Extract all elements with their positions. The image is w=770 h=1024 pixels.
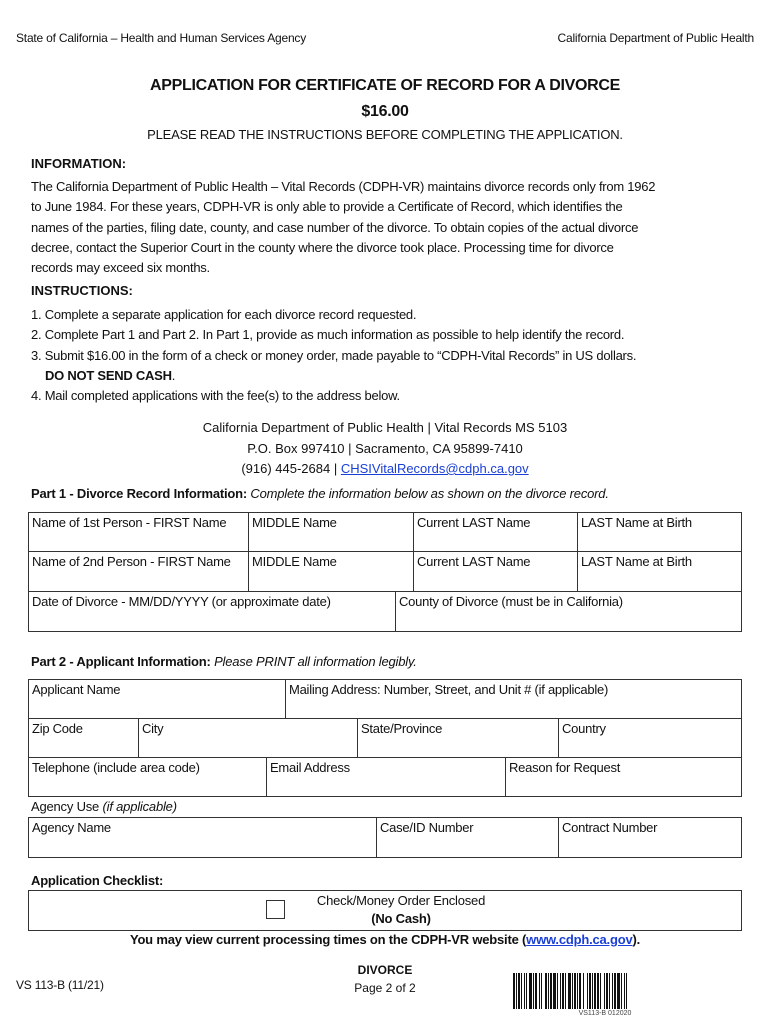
fee-amount: $16.00 — [361, 103, 409, 120]
information-line: decree, contact the Superior Court in the county where the divorce took place. Processing time for divorce — [31, 239, 614, 255]
field-label: Current LAST Name — [417, 515, 531, 530]
agency-header: State of California – Health and Human Services Agency — [16, 31, 307, 45]
contract-number-field[interactable] — [559, 818, 741, 857]
date-of-divorce-field[interactable] — [29, 592, 396, 631]
instructions-list — [31, 305, 743, 406]
case-id-number-field[interactable] — [377, 818, 559, 857]
state-province-field[interactable] — [358, 719, 559, 758]
part2-subtitle: Please PRINT all information legibly. — [210, 654, 417, 669]
field-label: MIDDLE Name — [252, 554, 337, 569]
field-label: Zip Code — [32, 721, 83, 736]
mailing-address-field[interactable] — [286, 680, 741, 719]
applicant-name-field[interactable] — [29, 680, 286, 719]
agency-use-label: Agency Use — [31, 799, 103, 814]
field-label: Applicant Name — [32, 682, 121, 697]
field-label: LAST Name at Birth — [581, 515, 692, 530]
part1-subtitle: Complete the information below as shown on the divorce record. — [247, 486, 609, 501]
information-line: names of the parties, filing date, county, and case number of the divorce. To obtain copies of the actual divorce — [31, 219, 639, 235]
check-money-order-checkbox[interactable] — [266, 900, 285, 919]
part1-table — [28, 512, 742, 632]
field-label: Email Address — [270, 760, 350, 775]
instruction-item: 1. Complete a separate application for each divorce record requested. — [31, 307, 417, 322]
information-line: The California Department of Public Health – Vital Records (CDPH-VR) maintains divorce records only from 1962 — [31, 179, 656, 194]
checklist-item-line1: Check/Money Order Enclosed — [316, 893, 486, 908]
field-label: Contract Number — [562, 820, 658, 835]
information-line: records may exceed six months. — [31, 260, 210, 276]
cash-warning: DO NOT SEND CASH — [45, 367, 172, 383]
barcode — [513, 973, 697, 1017]
instruction-item: 3. Submit $16.00 in the form of a check or money order, made payable to “CDPH-Vital Records” in US dollars. — [31, 347, 637, 363]
agency-use-heading — [31, 799, 177, 814]
field-label: City — [142, 721, 164, 736]
instructions-heading: INSTRUCTIONS: — [31, 283, 133, 298]
agency-table — [28, 817, 742, 858]
record-type: DIVORCE — [357, 963, 413, 977]
instruction-item: 2. Complete Part 1 and Part 2. In Part 1, provide as much information as possible to help identify the record. — [31, 327, 625, 343]
checklist-item-line2: (No Cash) — [371, 911, 431, 926]
first-person-middle-name-field[interactable] — [249, 513, 414, 552]
field-label: Name of 1st Person - FIRST Name — [32, 515, 227, 530]
second-person-birth-last-name-field[interactable] — [578, 552, 741, 592]
field-label: State/Province — [361, 721, 443, 736]
country-field[interactable] — [559, 719, 741, 758]
processing-text: You may view current processing times on the CDPH-VR website ( — [129, 932, 527, 947]
reason-for-request-field[interactable] — [506, 758, 741, 796]
checklist-heading: Application Checklist: — [31, 873, 164, 888]
field-label: LAST Name at Birth — [581, 554, 692, 569]
part2-heading: Part 2 - Applicant Information: — [31, 654, 211, 669]
barcode-bars — [513, 973, 697, 1009]
part1-heading: Part 1 - Divorce Record Information: — [31, 486, 248, 501]
address-line-2: P.O. Box 997410 | Sacramento, CA 95899-7410 — [247, 440, 523, 456]
processing-times-note — [0, 932, 770, 947]
email-link[interactable]: CHSIVitalRecords@cdph.ca.gov — [340, 461, 529, 476]
telephone-field[interactable] — [29, 758, 267, 796]
barcode-text: VS113-B 012020 — [578, 1010, 632, 1017]
address-line-1: California Department of Public Health | Vital Records MS 5103 — [202, 420, 568, 435]
barcode-bar — [627, 973, 629, 1009]
field-label: Date of Divorce - MM/DD/YYYY (or approximate date) — [32, 594, 331, 609]
part2-table — [28, 679, 742, 797]
county-of-divorce-field[interactable] — [396, 592, 741, 631]
instructions-notice: PLEASE READ THE INSTRUCTIONS BEFORE COMPLETING THE APPLICATION. — [147, 127, 623, 142]
first-person-first-name-field[interactable] — [29, 513, 249, 552]
form-id: VS 113-B (11/21) — [16, 978, 104, 992]
field-label: MIDDLE Name — [252, 515, 337, 530]
first-person-birth-last-name-field[interactable] — [578, 513, 741, 552]
cash-warning-period: . — [171, 367, 176, 383]
checklist-item-label — [291, 892, 511, 928]
department-header: California Department of Public Health — [557, 31, 754, 45]
agency-use-qualifier: (if applicable) — [102, 799, 177, 814]
field-label: Telephone (include area code) — [32, 760, 200, 775]
mailing-address — [0, 418, 770, 480]
information-line: to June 1984. For these years, CDPH-VR is only able to provide a Certificate of Record, which identifies the — [31, 199, 623, 215]
phone-number: (916) 445-2684 | — [241, 461, 341, 476]
field-label: Name of 2nd Person - FIRST Name — [32, 554, 231, 569]
first-person-current-last-name-field[interactable] — [414, 513, 578, 552]
agency-name-field[interactable] — [29, 818, 377, 857]
instruction-item: 4. Mail completed applications with the fee(s) to the address below. — [31, 388, 400, 404]
address-contact — [0, 459, 770, 480]
field-label: Country — [562, 721, 606, 736]
page-number: Page 2 of 2 — [354, 981, 416, 995]
information-text — [31, 177, 743, 278]
zip-code-field[interactable] — [29, 719, 139, 758]
checklist-box — [28, 890, 742, 931]
information-heading: INFORMATION: — [31, 156, 127, 171]
cash-warning-line — [31, 366, 743, 386]
processing-suffix: ). — [632, 932, 641, 947]
field-label: Current LAST Name — [417, 554, 531, 569]
part2-heading-line — [31, 654, 417, 669]
city-field[interactable] — [139, 719, 358, 758]
second-person-first-name-field[interactable] — [29, 552, 249, 592]
page-title: APPLICATION FOR CERTIFICATE OF RECORD FOR A DIVORCE — [149, 77, 621, 94]
field-label: Agency Name — [32, 820, 111, 835]
field-label: Case/ID Number — [380, 820, 474, 835]
cdph-website-link[interactable]: www.cdph.ca.gov — [526, 932, 633, 947]
second-person-current-last-name-field[interactable] — [414, 552, 578, 592]
email-address-field[interactable] — [267, 758, 506, 796]
page-footer-center — [335, 961, 435, 997]
field-label: Mailing Address: Number, Street, and Unit # (if applicable) — [289, 682, 609, 697]
part1-heading-line — [31, 486, 609, 501]
field-label: Reason for Request — [509, 760, 621, 775]
field-label: County of Divorce (must be in California) — [399, 594, 623, 609]
second-person-middle-name-field[interactable] — [249, 552, 414, 592]
